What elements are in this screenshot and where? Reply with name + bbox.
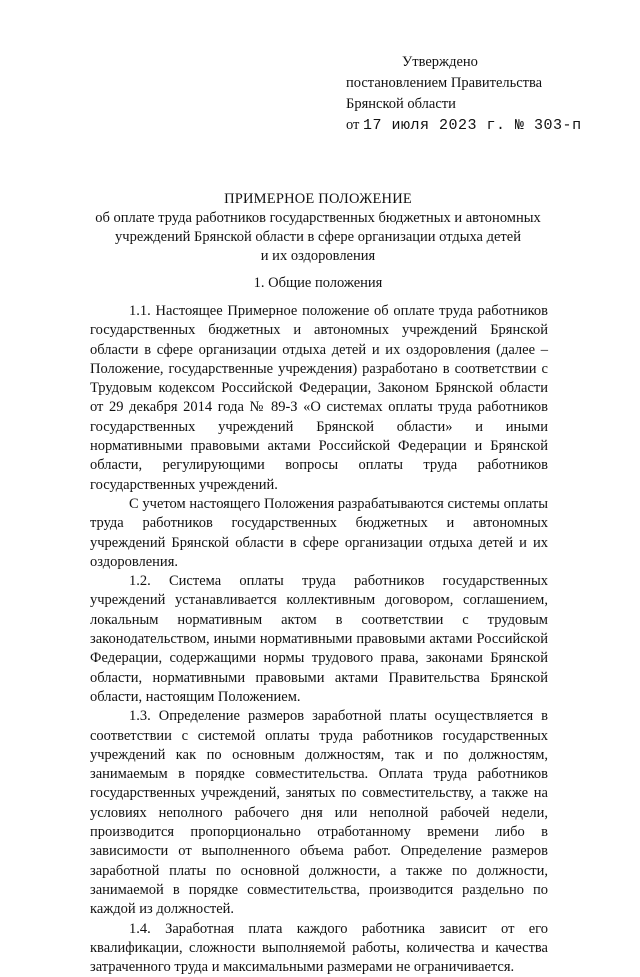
paragraph-1-1: 1.1. Настоящее Примерное положение об оплате труда работников государственных бюджетных и автономных учреждений Брянской области в сфере организации отдыха детей и их оздоровления (далее – Положение, государственные учреждения) разработано в соответствии с Трудовым кодексом Российской Федерации, Законом Брянской области от 29 декабря 2014 года № 89-З «О системах оплаты труда работников государственных учреждений Брянской области» и иными нормативными правовыми актами Российской Федерации и Брянской области, регулирующими вопросы оплаты труда работников государственных учреждений. [90,302,548,495]
approval-label: Утверждено [346,52,616,73]
approval-date-prefix: от [346,117,359,133]
approval-authority: постановлением Правительства [346,73,616,94]
paragraph-1-4: 1.4. Заработная плата каждого работника зависит от его квалификации, сложности выполняемой работы, количества и качества затраченного труда и максимальными размерами не ограничивается. [90,920,548,977]
document-heading: ПРИМЕРНОЕ ПОЛОЖЕНИЕ [88,190,548,209]
paragraph-1-2: 1.2. Система оплаты труда работников государственных учреждений устанавливается коллективным договором, соглашением, локальным нормативным актом в соответствии с трудовым законодательством, иными нормативными правовыми актами Российской Федерации, содержащими нормы трудового права, законами Брянской области, нормативными правовыми актами Правительства Брянской области, настоящим Положением. [90,572,548,707]
paragraph-1-1-note: С учетом настоящего Положения разрабатываются системы оплаты труда работников государственных бюджетных и автономных учреждений Брянской области в сфере организации отдыха детей и их оздоровления. [90,495,548,572]
document-subtitle-line-1: об оплате труда работников государственных бюджетных и автономных [88,209,548,228]
approval-date-number: 17 июля 2023 г. № 303-п [363,117,582,134]
document-body [90,302,548,977]
section-title: 1. Общие положения [88,274,548,293]
approval-date-line [346,115,616,136]
paragraph-1-3: 1.3. Определение размеров заработной платы осуществляется в соответствии с системой оплаты труда работников государственных учреждений как по основным должностям, так и по должностям, занимаемым в порядке совместительства. Оплата труда работников государственных учреждений, занятых по совместительству, а также на условиях неполного рабочего дня или неполной рабочей недели, производится пропорционально отработанному времени либо в зависимости от выполненного объема работ. Определение размеров заработной платы по основной должности, а также по должности, занимаемой в порядке совместительства, производится раздельно по каждой из должностей. [90,707,548,919]
approval-block [346,52,616,136]
document-title-block [88,190,548,266]
document-subtitle-line-2: учреждений Брянской области в сфере организации отдыха детей [88,228,548,247]
approval-region: Брянской области [346,94,616,115]
document-subtitle-line-3: и их оздоровления [88,247,548,266]
